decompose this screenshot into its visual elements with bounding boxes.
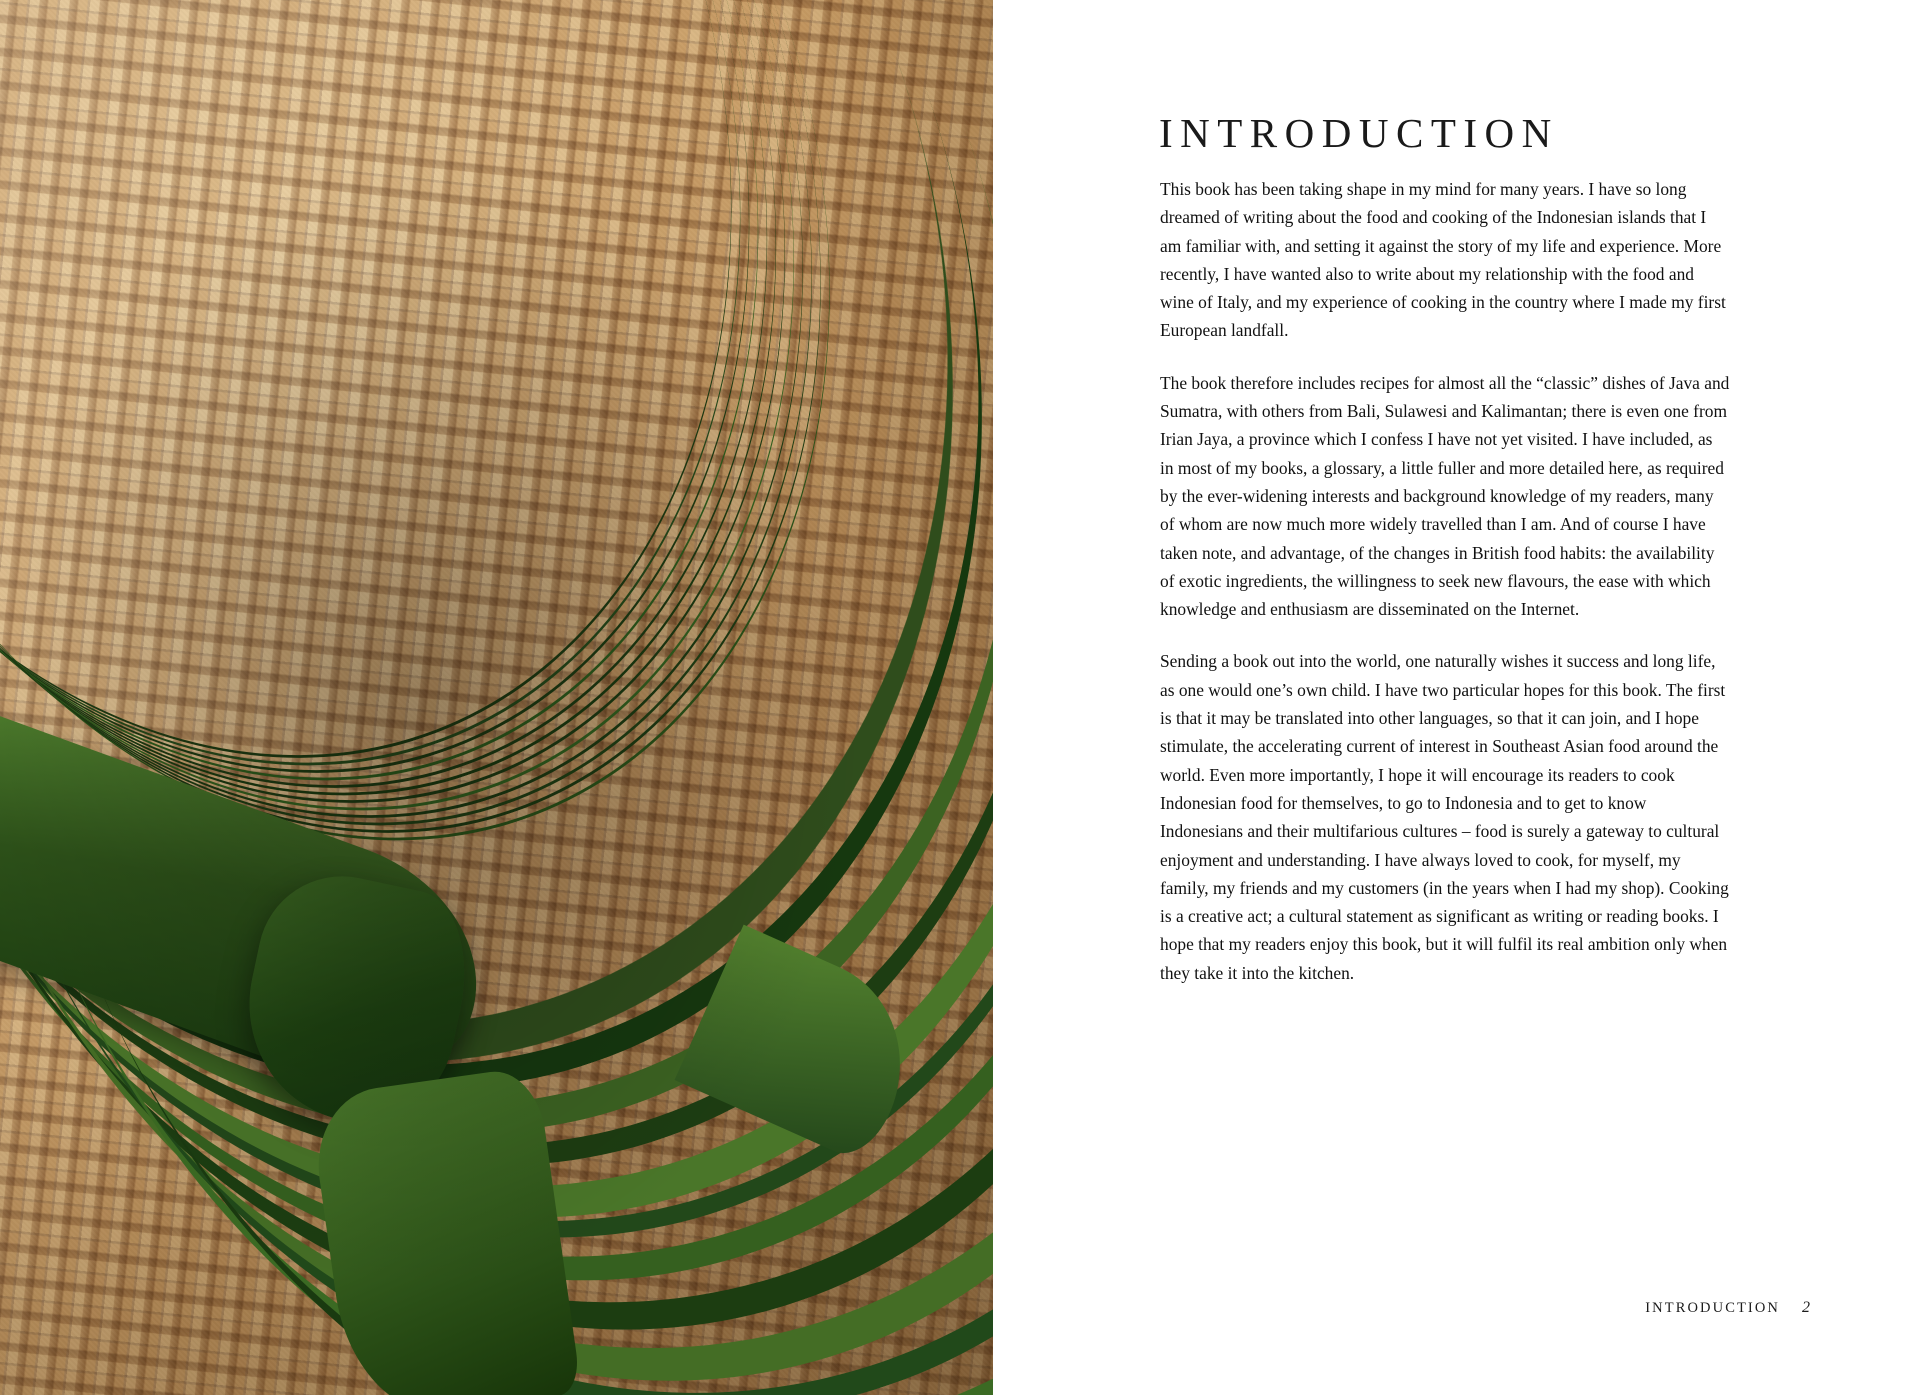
paragraph-3: Sending a book out into the world, one naturally wishes it success and long life, as one would one’s own child. I have two particular hopes for this book. The first is that it may be translated into other languages, so that it can join, and I hope stimulate, the accelerating current of interest in Southeast Asian food around the world. Even more importantly, I hope it will encourage its readers to cook Indonesian food for themselves, to go to Indonesia and to get to know Indonesians and their multifarious cultures – food is surely a gateway to cultural enjoyment and understanding. I have always loved to cook, for myself, my family, my friends and my customers (in the years when I had my shop). Cooking is a creative act; a cultural statement as significant as writing or reading books. I hope that my readers enjoy this book, but it will fulfil its real ambition only when they take it into the kitchen.	[1160, 651, 1729, 983]
page-footer	[1645, 1299, 1810, 1317]
page-number: 2	[1802, 1299, 1810, 1316]
page-title: INTRODUCTION	[1159, 110, 1559, 157]
body-text	[1160, 175, 1730, 1011]
paragraph-2: The book therefore includes recipes for almost all the “classic” dishes of Java and Sumatra, with others from Bali, Sulawesi and Kalimantan; there is even one from Irian Jaya, a province which I confess I have not yet visited. I have included, as in most of my books, a glossary, a little fuller and more detailed here, as required by the ever-widening interests and background knowledge of my readers, many of whom are now much more widely travelled than I am. And of course I have taken note, and advantage, of the changes in British food habits: the availability of exotic ingredients, the willingness to seek new flavours, the ease with which knowledge and enthusiasm are disseminated on the Internet.	[1160, 372, 1730, 620]
running-head: INTRODUCTION	[1645, 1300, 1780, 1316]
text-page	[993, 0, 1923, 1395]
paragraph-1: This book has been taking shape in my mind for many years. I have so long dreamed of writing about the food and cooking of the Indonesian islands that I am familiar with, and setting it against the story of my life and experience. More recently, I have wanted also to write about my relationship with the food and wine of Italy, and my experience of cooking in the country where I made my first European landfall.	[1160, 179, 1726, 341]
